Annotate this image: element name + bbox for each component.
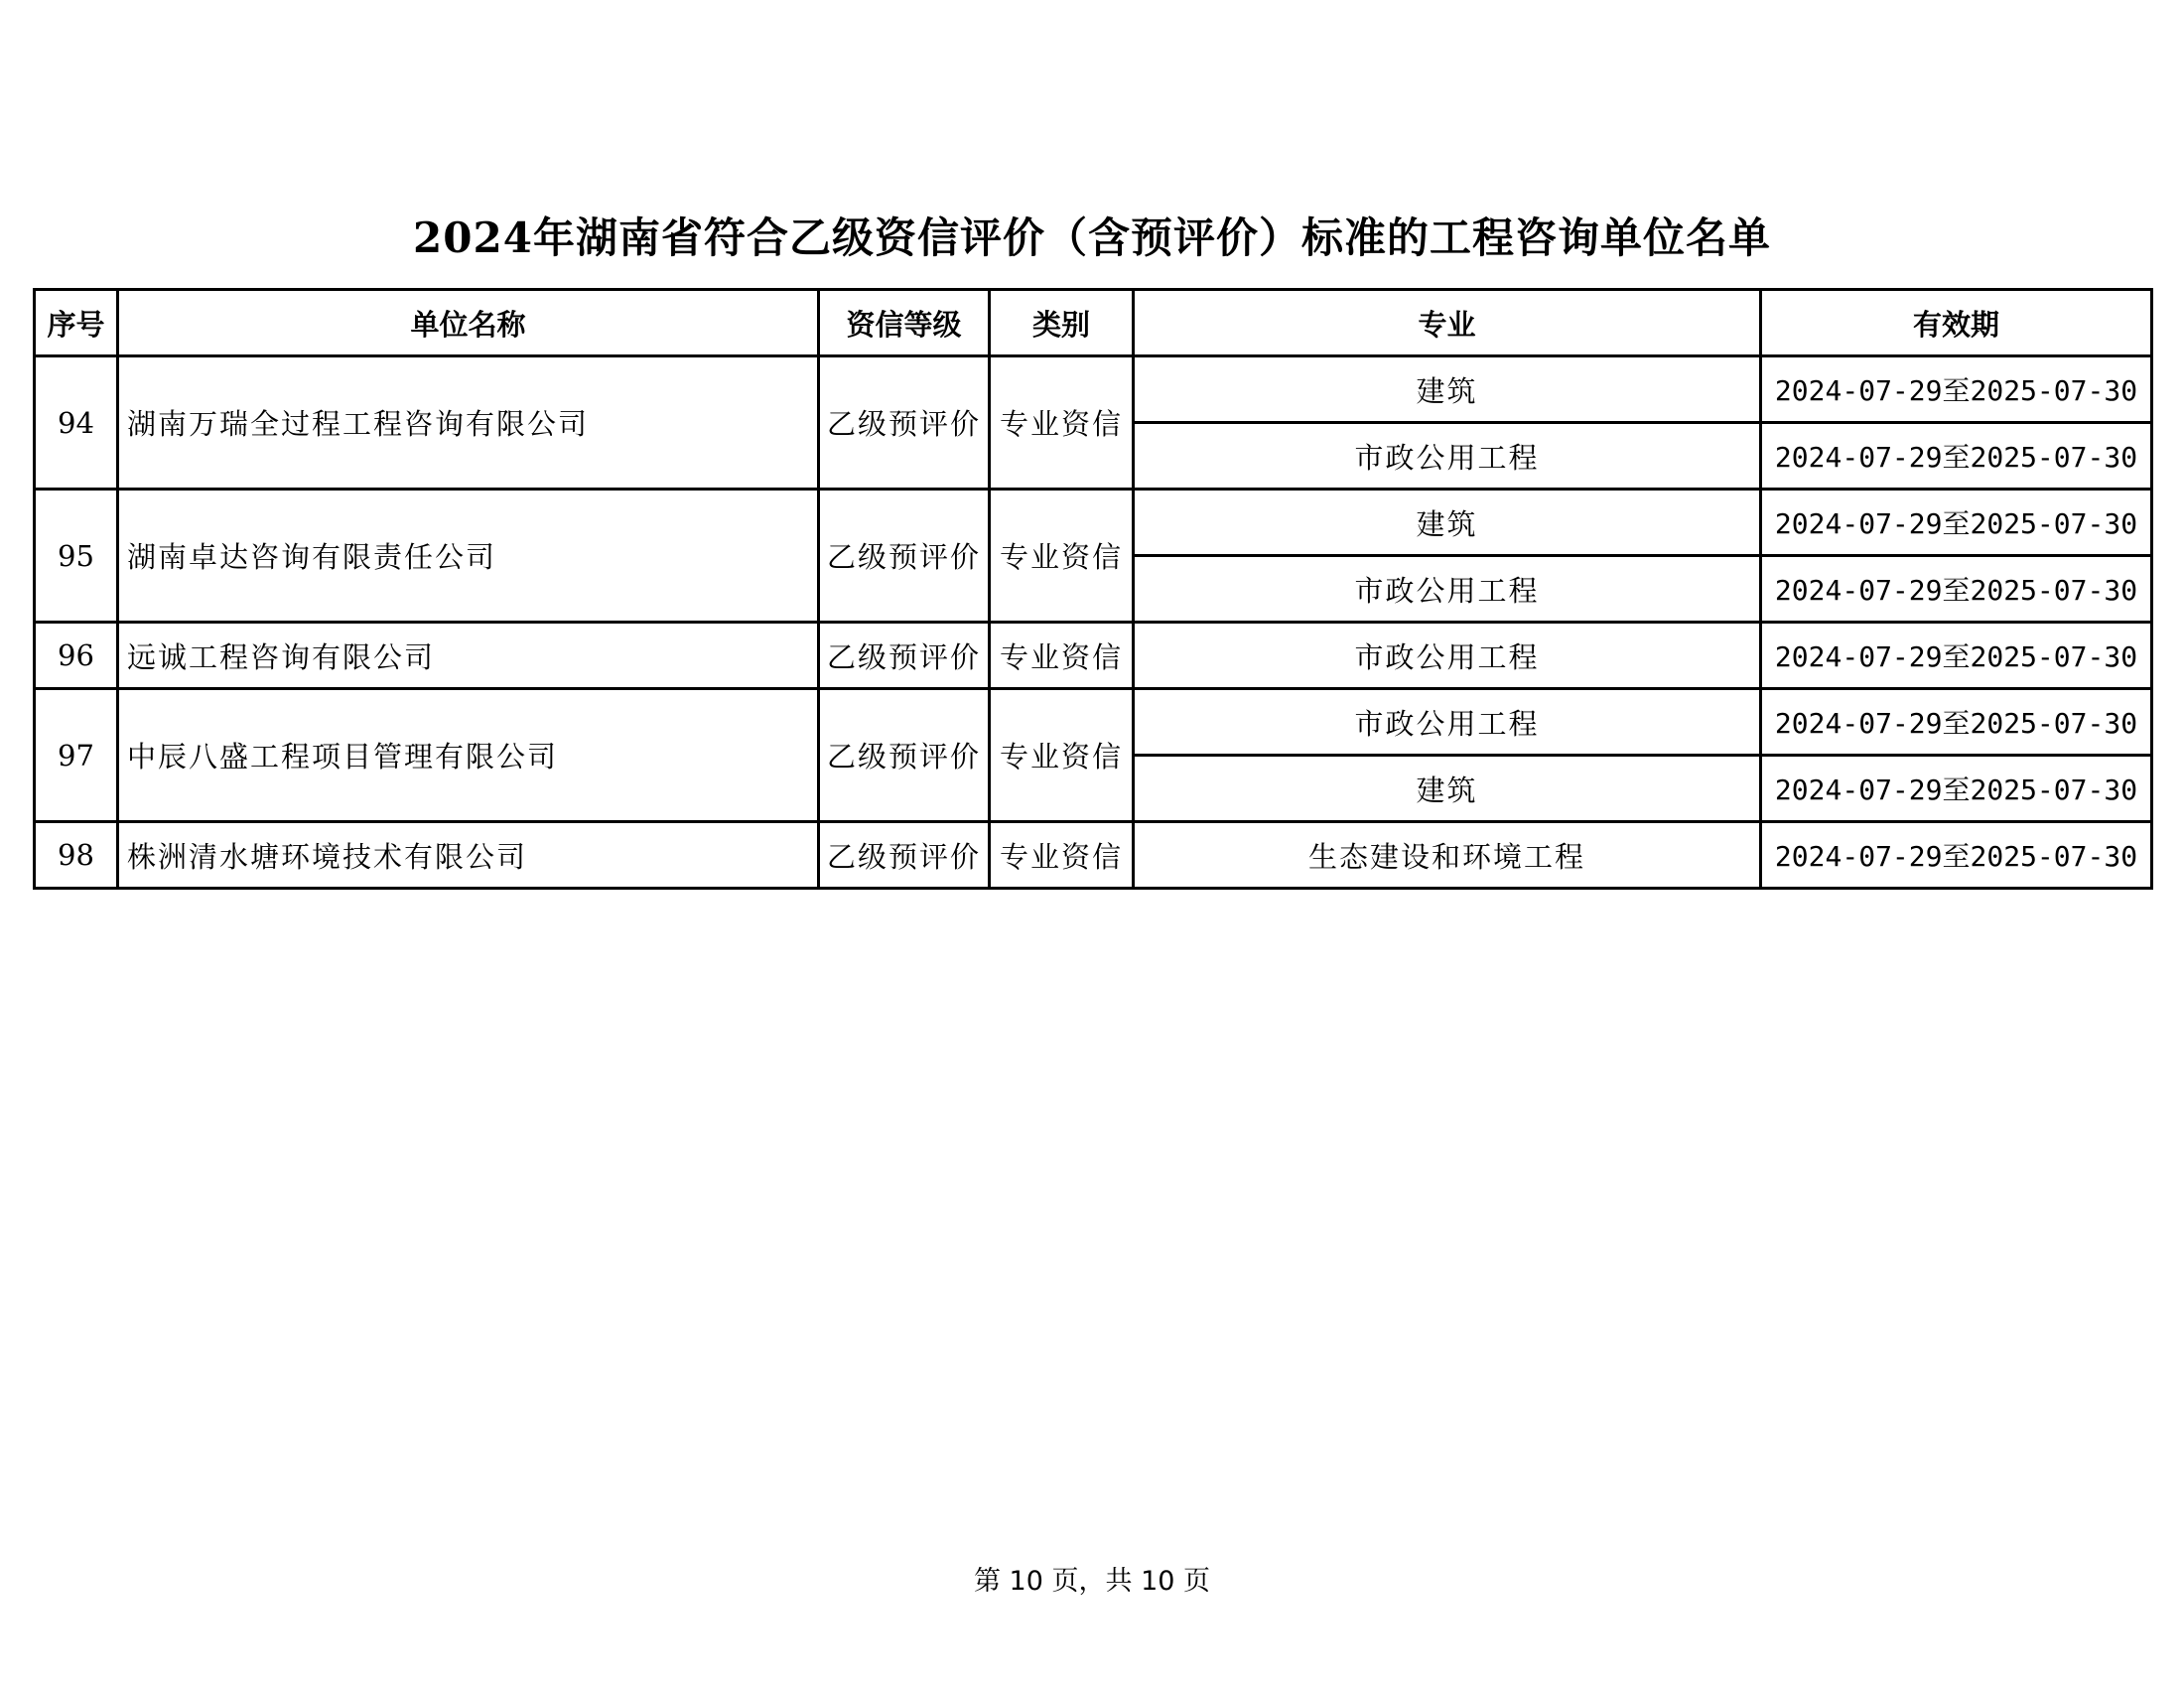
cell-major: 生态建设和环境工程: [1134, 822, 1761, 889]
table-row: [35, 490, 2152, 556]
cell-category: 专业资信: [990, 623, 1134, 689]
document-title: 2024年湖南省符合乙级资信评价（含预评价）标准的工程咨询单位名单: [413, 213, 1771, 262]
cell-major: 建筑: [1134, 756, 1761, 822]
cell-major: 市政公用工程: [1134, 423, 1761, 490]
cell-name: 湖南万瑞全过程工程咨询有限公司: [118, 356, 819, 490]
cell-major: 市政公用工程: [1134, 689, 1761, 756]
cell-validity: 2024-07-29至2025-07-30: [1761, 822, 2152, 889]
table-header-row: [35, 290, 2152, 356]
cell-name: 株洲清水塘环境技术有限公司: [118, 822, 819, 889]
cell-level: 乙级预评价: [819, 356, 990, 490]
table-row: [35, 356, 2152, 423]
cell-validity: 2024-07-29至2025-07-30: [1761, 556, 2152, 623]
cell-category: 专业资信: [990, 822, 1134, 889]
cell-validity: 2024-07-29至2025-07-30: [1761, 689, 2152, 756]
cell-name: 湖南卓达咨询有限责任公司: [118, 490, 819, 623]
header-level: 资信等级: [819, 290, 990, 356]
cell-no: 97: [35, 689, 118, 822]
cell-major: 建筑: [1134, 490, 1761, 556]
cell-no: 96: [35, 623, 118, 689]
header-validity: 有效期: [1761, 290, 2152, 356]
cell-level: 乙级预评价: [819, 822, 990, 889]
cell-validity: 2024-07-29至2025-07-30: [1761, 490, 2152, 556]
cell-validity: 2024-07-29至2025-07-30: [1761, 423, 2152, 490]
page-footer: 第 10 页，共 10 页: [973, 1566, 1211, 1597]
cell-no: 94: [35, 356, 118, 490]
cell-major: 建筑: [1134, 356, 1761, 423]
cell-no: 98: [35, 822, 118, 889]
cell-no: 95: [35, 490, 118, 623]
table-row: [35, 623, 2152, 689]
header-category: 类别: [990, 290, 1134, 356]
cell-major: 市政公用工程: [1134, 623, 1761, 689]
cell-major: 市政公用工程: [1134, 556, 1761, 623]
cell-validity: 2024-07-29至2025-07-30: [1761, 356, 2152, 423]
table-row: [35, 822, 2152, 889]
cell-level: 乙级预评价: [819, 623, 990, 689]
firm-list-table: [33, 288, 2153, 890]
header-no: 序号: [35, 290, 118, 356]
table-row: [35, 689, 2152, 756]
cell-validity: 2024-07-29至2025-07-30: [1761, 756, 2152, 822]
cell-name: 中辰八盛工程项目管理有限公司: [118, 689, 819, 822]
cell-category: 专业资信: [990, 689, 1134, 822]
header-major: 专业: [1134, 290, 1761, 356]
header-name: 单位名称: [118, 290, 819, 356]
cell-category: 专业资信: [990, 356, 1134, 490]
cell-level: 乙级预评价: [819, 490, 990, 623]
cell-name: 远诚工程咨询有限公司: [118, 623, 819, 689]
cell-category: 专业资信: [990, 490, 1134, 623]
cell-level: 乙级预评价: [819, 689, 990, 822]
cell-validity: 2024-07-29至2025-07-30: [1761, 623, 2152, 689]
